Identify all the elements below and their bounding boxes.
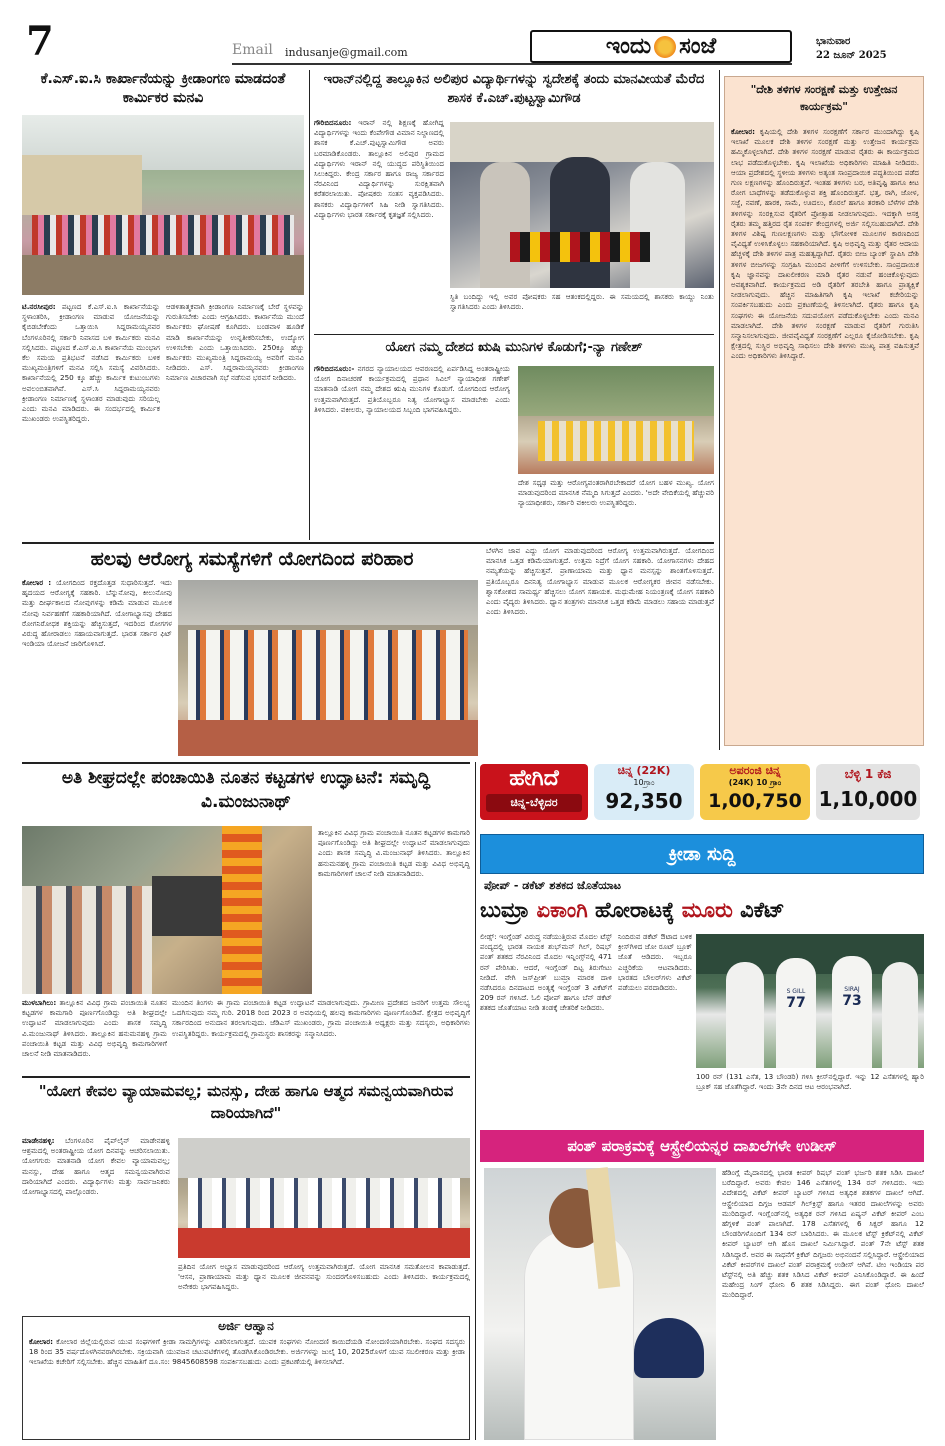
article-body-col1	[22, 998, 167, 1070]
photo-ceiling	[450, 122, 714, 162]
article-body-col1	[314, 118, 444, 328]
article-headline: "ಯೋಗ ಕೇವಲ ವ್ಯಾಯಾಮವಲ್ಲ; ಮನಸ್ಸು, ದೇಹ ಹಾಗೂ ಆತ್ಮದ ಸಮನ್ವಯವಾಗಿರುವ ದಾರಿಯಾಗಿದೆ"	[38, 1082, 454, 1122]
jersey-name: S GILL	[786, 988, 806, 995]
body-text: ನಿಂದಿರುವ ಡಕೆಟ್ ಔಟಾದ ಬಳಿಕ ಕ್ರೀಸ್‌ಗಿಳಿದ ಜೋ ರೂಟ್ ಬ್ರೂಕ್ ಜೊತೆ ಆಡಿದರು. ಇಬ್ಬರೂ ಎಚ್ಚರಿಕೆಯ ಆಟವಾಡಿದರು. ಭಾರತದ ಬೌಲರ್‌ಗಳು ವಿಕೆಟ್ ಪಡೆಯಲು ಪರದಾಡಿದರು.	[618, 932, 692, 993]
article-bumrah	[480, 878, 924, 1122]
body-text: ಕೃಷಿಯಲ್ಲಿ ದೇಶಿ ತಳಿಗಳ ಸಂರಕ್ಷಣೆಗೆ ಸರ್ಕಾರ ಮುಂದಾಗಿದ್ದು ಕೃಷಿ ಇಲಾಖೆ ಮೂಲಕ ದೇಶಿ ತಳಿಗಳ ಸಂರಕ್ಷಣೆ ಮತ್ತು ಉತ್ತೇಜನ ಕಾರ್ಯಕ್ರಮ ಹಮ್ಮಿಕೊಳ್ಳಲಾಗಿದೆ. ದೇಶಿ ತಳಿಗಳ ಸಂರಕ್ಷಣೆ ಮಾಡುವ ರೈತರು ಈ ಕಾರ್ಯಕ್ರಮದ ಲಾಭ ಪಡೆದುಕೊಳ್ಳಬೇಕು. ಕೃಷಿ ಇಲಾಖೆಯ ಅಧಿಕಾರಿಗಳು ಮಾಹಿತಿ ನೀಡಿದರು. ಆಯಾ ಪ್ರದೇಶದಲ್ಲಿ ಸ್ಥಳೀಯ ತಳಿಗಳು ಅತ್ಯಂತ ಸಾಂಪ್ರದಾಯಿಕ ಪದ್ಧತಿಯಿಂದ ಪಡೆದ ಗುಣ ಲಕ್ಷಣಗಳನ್ನು ಹೊಂದಿರುತ್ತವೆ. ಇಂತಹ ತಳಿಗಳು ಬರ, ಅತಿವೃಷ್ಟಿ ಹಾಗೂ ಕೀಟ ರೋಗ ಬಾಧೆಗಳನ್ನು ತಡೆದುಕೊಳ್ಳುವ ಶಕ್ತಿ ಹೊಂದಿರುತ್ತವೆ. ಭತ್ತ, ರಾಗಿ, ಜೋಳ, ಸಜ್ಜೆ, ನವಣೆ, ಹಾರಕ, ಸಾಮೆ, ಊದಲು, ಕೊರಲೆ ಹಾಗೂ ತರಕಾರಿ ಬೆಳೆಗಳ ದೇಶಿ ತಳಿಗಳನ್ನು ಸಂರಕ್ಷಿಸುವ ರೈತರಿಗೆ ಪ್ರೋತ್ಸಾಹ ನೀಡಲಾಗುವುದು. ಇದಕ್ಕಾಗಿ ಆಸಕ್ತ ರೈತರು ತಮ್ಮ ಹತ್ತಿರದ ರೈತ ಸಂಪರ್ಕ ಕೇಂದ್ರಗಳಲ್ಲಿ ಅರ್ಜಿ ಸಲ್ಲಿಸಬಹುದಾಗಿದೆ. ದೇಶಿ ತಳಿಗಳ ವಿಶಿಷ್ಟ ಗುಣಲಕ್ಷಣಗಳು ಮತ್ತು ಭೌಗೋಳಿಕ ಮೂಲಗಳ ಕಾರಣದಿಂದ ವೈವಿಧ್ಯತೆ ಉಳಿಸಿಕೊಳ್ಳಲು ಸಹಕಾರಿಯಾಗಿದೆ. ಕೃಷಿ ಅಭಿವೃದ್ಧಿ ಮತ್ತು ರೈತರ ಆದಾಯ ಹೆಚ್ಚಳಕ್ಕೆ ದೇಶಿ ತಳಿಗಳ ಪಾತ್ರ ಮಹತ್ವದ್ದಾಗಿದೆ. ರೈತರು ಬೀಜ ಬ್ಯಾಂಕ್ ಸ್ಥಾಪಿಸಿ ದೇಶಿ ತಳಿಗಳ ಬೀಜಗಳನ್ನು ಸಂಗ್ರಹಿಸಿ ಮುಂದಿನ ಪೀಳಿಗೆಗೆ ಉಳಿಸಬೇಕು. ಸಾಂಪ್ರದಾಯಿಕ ಕೃಷಿ ಜ್ಞಾನವನ್ನು ದಾಖಲೀಕರಣ ಮಾಡಿ ರೈತರ ನಡುವೆ ಹಂಚಿಕೊಳ್ಳುವುದು ಅವಶ್ಯಕವಾಗಿದೆ. ಕಾರ್ಯಕ್ರಮದ ಅಡಿ ರೈತರಿಗೆ ತರಬೇತಿ ಹಾಗೂ ಪ್ರಾತ್ಯಕ್ಷಿಕೆ ನೀಡಲಾಗುವುದು. ಹೆಚ್ಚಿನ ಮಾಹಿತಿಗಾಗಿ ಕೃಷಿ ಇಲಾಖೆ ಕಚೇರಿಯನ್ನು ಸಂಪರ್ಕಿಸಬಹುದು ಎಂದು ಪ್ರಕಟಣೆಯಲ್ಲಿ ತಿಳಿಸಲಾಗಿದೆ. ರೈತರು ಹಾಗೂ ಕೃಷಿ ಸಂಘಗಳು ಈ ಯೋಜನೆಯ ಸದುಪಯೋಗ ಪಡೆದುಕೊಳ್ಳಬೇಕು ಎಂದು ಮನವಿ ಮಾಡಲಾಗಿದೆ. ದೇಶಿ ತಳಿಗಳ ಸಂರಕ್ಷಣೆ ಮಾಡುವ ರೈತರಿಗೆ ಗುರುತಿಸಿ ಸನ್ಮಾನಿಸಲಾಗುವುದು. ಜೀವವೈವಿಧ್ಯತೆ ಸಂರಕ್ಷಣೆಗೆ ಎಲ್ಲರೂ ಕೈಜೋಡಿಸಬೇಕು. ಕೃಷಿ ಕ್ಷೇತ್ರದಲ್ಲಿ ಸುಸ್ಥಿರ ಅಭಿವೃದ್ಧಿ ಸಾಧಿಸಲು ದೇಶಿ ತಳಿಗಳು ಮುಖ್ಯ ಪಾತ್ರ ವಹಿಸುತ್ತವೆ ಎಂದು ಅಧಿಕಾರಿಗಳು ತಿಳಿಸಿದ್ದಾರೆ.	[731, 127, 919, 361]
photo-participants	[188, 1178, 460, 1228]
article-body-col1	[22, 1136, 170, 1312]
photo-participants	[188, 630, 468, 720]
body-text: ಹೆಡಿಂಗ್ಲೆ ಮೈದಾನದಲ್ಲಿ ಭಾರತ ಕೀಪರ್ ರಿಷಭ್ ಪಂತ್ ಭರ್ಜರಿ ಶತಕ ಸಿಡಿಸಿ ದಾಖಲೆ ಬರೆದಿದ್ದಾರೆ. ಅವರು ಕೇವಲ 146 ಎಸೆತಗಳಲ್ಲಿ 134 ರನ್ ಗಳಿಸಿದರು. ಇದು ವಿದೇಶದಲ್ಲಿ ವಿಕೆಟ್ ಕೀಪರ್ ಬ್ಯಾಟರ್ ಗಳಿಸಿದ ಅತ್ಯಧಿಕ ಶತಕಗಳ ದಾಖಲೆ ಆಗಿದೆ. ಆಸ್ಟ್ರೇಲಿಯಾದ ದಿಗ್ಗಜ ಆಡಮ್ ಗಿಲ್‌ಕ್ರಿಸ್ಟ್ ಹಾಗೂ ಇತರರ ದಾಖಲೆಗಳನ್ನು ಅವರು ಮುರಿದಿದ್ದಾರೆ. ಇಂಗ್ಲೆಂಡ್‌ನಲ್ಲಿ ಅತ್ಯಧಿಕ ರನ್ ಗಳಿಸಿದ ಏಷ್ಯನ್ ವಿಕೆಟ್ ಕೀಪರ್ ಎಂಬ ಹೆಗ್ಗಳಿಕೆ ಪಂತ್ ಪಾಲಾಗಿದೆ. 178 ಎಸೆತಗಳಲ್ಲಿ 6 ಸಿಕ್ಸರ್ ಹಾಗೂ 12 ಬೌಂಡರಿಗಳೊಂದಿಗೆ 134 ರನ್ ಬಾರಿಸಿದರು. ಈ ಮೂಲಕ ಟೆಸ್ಟ್ ಕ್ರಿಕೆಟ್‌ನಲ್ಲಿ ವಿಕೆಟ್ ಕೀಪರ್ ಬ್ಯಾಟರ್ ಆಗಿ ಹೊಸ ದಾಖಲೆ ನಿರ್ಮಿಸಿದ್ದಾರೆ. ಪಂತ್ 7ನೇ ಟೆಸ್ಟ್ ಶತಕ ಸಿಡಿಸಿದ್ದಾರೆ. ಅವರ ಈ ಸಾಧನೆಗೆ ಕ್ರಿಕೆಟ್ ದಿಗ್ಗಜರು ಅಭಿನಂದನೆ ಸಲ್ಲಿಸಿದ್ದಾರೆ. ಆಸ್ಟ್ರೇಲಿಯಾದ ವಿಕೆಟ್ ಕೀಪರ್‌ಗಳ ದಾಖಲೆ ಪಂತ್ ಪರಾಕ್ರಮಕ್ಕೆ ಉಡೀಸ್ ಆಗಿವೆ. ಟೀಂ ಇಂಡಿಯಾ ಪರ ಟೆಸ್ಟ್‌ನಲ್ಲಿ ಅತಿ ಹೆಚ್ಚು ಶತಕ ಸಿಡಿಸಿದ ವಿಕೆಟ್ ಕೀಪರ್ ಎನಿಸಿಕೊಂಡಿದ್ದಾರೆ. ಈ ಹಿಂದೆ ಮಹೇಂದ್ರ ಸಿಂಗ್ ಧೋನಿ 6 ಶತಕ ಸಿಡಿಸಿದ್ದರು. ಈಗ ಪಂತ್ ಧೋನಿ ದಾಖಲೆ ಮುರಿದಿದ್ದಾರೆ.	[722, 1168, 924, 1300]
body-text: ಕೋಲಾರ ಜಿಲ್ಲೆಯಲ್ಲಿರುವ ಯುವ ಸಂಘಗಳಿಗೆ ಕ್ರೀಡಾ ಸಾಮಗ್ರಿಗಳನ್ನು ವಿತರಿಸಲಾಗುತ್ತದೆ. ಯುವಕ ಸಂಘಗಳು ನೋಂದಣಿ ಕಾಯಿದೆಯಡಿ ನೋಂದಣಿಯಾಗಿರಬೇಕು. ಸಂಘದ ಸದಸ್ಯರು 18 ರಿಂದ 35 ವರ್ಷದೊಳಗಿನವರಾಗಿರಬೇಕು. ಸಕ್ರಿಯವಾಗಿ ಯುವಜನ ಚಟುವಟಿಕೆಗಳಲ್ಲಿ ತೊಡಗಿಸಿಕೊಂಡಿರಬೇಕು. ಅರ್ಜಿಗಳನ್ನು ಜುಲೈ 10, 2025ರೊಳಗೆ ಯುವ ಸಬಲೀಕರಣ ಮತ್ತು ಕ್ರೀಡಾ ಇಲಾಖೆಯ ಕಚೇರಿಗೆ ಸಲ್ಲಿಸಬೇಕು. ಹೆಚ್ಚಿನ ಮಾಹಿತಿಗೆ ದೂ.ಸಂ: 9845608598 ಸಂಪರ್ಕಿಸಬಹುದು ಎಂದು ಪ್ರಕಟಣೆಯಲ್ಲಿ ತಿಳಿಸಲಾಗಿದೆ.	[29, 1337, 465, 1367]
dateline: ಕೋಲಾರ:	[731, 127, 756, 136]
pant-body	[722, 1168, 924, 1440]
photo-people	[22, 886, 152, 994]
body-text: ತಾಲ್ಲೂಕಿನ ವಿವಿಧ ಗ್ರಾಮ ಪಂಚಾಯಿತಿ ನೂತನ ಕಟ್ಟಡಗಳ ಕಾಮಗಾರಿ ಪೂರ್ಣಗೊಂಡಿದ್ದು ಅತಿ ಶೀಘ್ರದಲ್ಲೇ ಉದ್ಘಾಟನೆ ಮಾಡಲಾಗುವುದು ಎಂದು ಶಾಸಕ ಸಮೃದ್ಧಿ ವಿ.ಮಂಜುನಾಥ್ ತಿಳಿಸಿದರು. ತಾಲ್ಲೂಕಿನ ಹನುಮನಹಳ್ಳಿ ಗ್ರಾಮ ಪಂಚಾಯಿತಿ ಕಟ್ಟಡ ಮತ್ತು ವಿವಿಧ ಅಭಿವೃದ್ಧಿ ಕಾಮಗಾರಿಗಳಿಗೆ ಚಾಲನೆ ನೀಡಿ ಮಾತನಾಡಿದರು.	[22, 998, 167, 1059]
pant-headline-bar	[480, 1130, 924, 1162]
jersey-name: SIRAJ	[844, 986, 860, 993]
photo-player	[882, 962, 918, 1068]
gold-brand-bottom: ಚಿನ್ನ-ಬೆಳ್ಳಿದರ	[486, 794, 582, 812]
article-yoga-mind	[22, 1080, 470, 1312]
article-headline: ಇರಾನ್‌ನಲ್ಲಿದ್ದ ತಾಲ್ಲೂಕಿನ ಅಲಿಪುರ ವಿದ್ಯಾರ್ಥಿಗಳನ್ನು ಸ್ವದೇಶಕ್ಕೆ ತಂದು ಮಾನವೀಯತೆ ಮೆರೆದ ಶಾಸಕ ಕೆ.ಎಚ್.ಪುಟ್ಟಸ್ವಾಮಿಗೌಡ	[323, 72, 705, 106]
article-headline	[480, 894, 924, 926]
sun-icon	[654, 36, 676, 58]
dateline: ಮುಳಬಾಗಿಲು:	[22, 998, 57, 1007]
headline-part: ಹೋರಾಟಕ್ಕೆ	[595, 898, 682, 922]
gold-brand	[480, 764, 588, 820]
body-text: ಇರಾನ್ ನಲ್ಲಿ ಶಿಕ್ಷಣಕ್ಕೆ ಹೋಗಿದ್ದ ವಿದ್ಯಾರ್ಥಿಗಳನ್ನು ಇಂದು ಕೆಂಪೇಗೌಡ ವಿಮಾನ ನಿಲ್ದಾಣದಲ್ಲಿ ಶಾಸಕ ಕೆ.ಎಚ್.ಪುಟ್ಟಸ್ವಾಮಿಗೌಡ ಅವರು ಬರಮಾಡಿಕೊಂಡರು. ತಾಲ್ಲೂಕಿನ ಅಲಿಪುರ ಗ್ರಾಮದ ವಿದ್ಯಾರ್ಥಿಗಳು ಇರಾನ್ ನಲ್ಲಿ ಯುದ್ಧದ ಪರಿಸ್ಥಿತಿಯಿಂದ ಸಿಲುಕಿದ್ದರು. ಕೇಂದ್ರ ಸರ್ಕಾರ ಹಾಗೂ ರಾಜ್ಯ ಸರ್ಕಾರದ ನೆರವಿನಿಂದ ವಿದ್ಯಾರ್ಥಿಗಳನ್ನು ಸುರಕ್ಷಿತವಾಗಿ ಕರೆತರಲಾಯಿತು. ಪೋಷಕರು ಸಂತಸ ವ್ಯಕ್ತಪಡಿಸಿದರು. ಶಾಸಕರು ವಿದ್ಯಾರ್ಥಿಗಳಿಗೆ ಸಿಹಿ ನೀಡಿ ಸ್ವಾಗತಿಸಿದರು. ವಿದ್ಯಾರ್ಥಿಗಳು ಭಾರತ ಸರ್ಕಾರಕ್ಕೆ ಕೃತಜ್ಞತೆ ಸಲ್ಲಿಸಿದರು.	[314, 118, 444, 219]
photo-crowd	[32, 215, 294, 255]
photo-plaque	[152, 876, 222, 936]
article-photo	[22, 826, 312, 994]
body-text: ಸ್ಥಿತಿ ಬಂದಿದ್ದು ಇಲ್ಲಿ ಅವರ ಪೋಷಕರು ಸಹ ಆತಂಕದಲ್ಲಿದ್ದರು. ಈ ಸಮಯದಲ್ಲಿ ಶಾಸಕರು ಕಾಯ್ದು ನಿಂತು ಸ್ವಾಗತಿಸಿದರು ಎಂದು ತಿಳಿಸಿದರು.	[450, 292, 714, 312]
jersey-number: 73	[842, 993, 862, 1009]
article-body-col1	[22, 578, 172, 756]
photo-ground	[22, 255, 304, 295]
body-text: ಬೆಳಗಿನ ಜಾವ ಎದ್ದು ಯೋಗ ಮಾಡುವುದರಿಂದ ಆರೋಗ್ಯ ಉತ್ತಮವಾಗಿರುತ್ತದೆ. ಯೋಗದಿಂದ ಮಾನಸಿಕ ಒತ್ತಡ ಕಡಿಮೆಯಾಗುತ್ತದೆ. ಉತ್ತಮ ನಿದ್ರೆಗೆ ಯೋಗ ಸಹಕಾರಿ. ಯೋಗಾಸನಗಳು ದೇಹದ ನಮ್ಯತೆಯನ್ನು ಹೆಚ್ಚಿಸುತ್ತವೆ. ಪ್ರಾಣಾಯಾಮ ಮತ್ತು ಧ್ಯಾನ ಮನಸ್ಸನ್ನು ಶಾಂತಗೊಳಿಸುತ್ತದೆ. ಪ್ರತಿಯೊಬ್ಬರೂ ದಿನನಿತ್ಯ ಯೋಗಾಭ್ಯಾಸ ಮಾಡುವ ಮೂಲಕ ಆರೋಗ್ಯಕರ ಜೀವನ ನಡೆಸಬೇಕು. ಶ್ವಾಸಕೋಶದ ಸಾಮರ್ಥ್ಯ ಹೆಚ್ಚಿಸಲು ಯೋಗ ಸಹಾಯಕ. ಮಧುಮೇಹ ನಿಯಂತ್ರಣಕ್ಕೆ ಯೋಗ ಸಹಕಾರಿ ಎಂದು ವೈದ್ಯರು ತಿಳಿಸಿದರು. ಧ್ಯಾನ ತಂತ್ರಗಳು ಮಾನಸಿಕ ಒತ್ತಡ ಕಡಿಮೆ ಮಾಡಲು ಸಹಾಯ ಮಾಡುತ್ತವೆ ಎಂದು ತಿಳಿಸಿದರು.	[486, 546, 714, 617]
article-headline: ಅತಿ ಶೀಘ್ರದಲ್ಲೇ ಪಂಚಾಯಿತಿ ನೂತನ ಕಟ್ಟಡಗಳ ಉದ್ಘಾಟನೆ: ಸಮೃದ್ಧಿ ವಿ.ಮಂಜುನಾಥ್	[61, 768, 431, 812]
body-text: 100 ರನ್ (131 ಎಸೆತ, 13 ಬೌಂಡರಿ) ಗಳಿಸಿ ಕ್ರೀಸ್‌ನಲ್ಲಿದ್ದಾರೆ. ಇನ್ನು 12 ಎಸೆತಗಳಲ್ಲಿ ಹ್ಯಾರಿ ಬ್ರೂಕ್ ಸಹ ಜೊತೆಗಿದ್ದಾರೆ. ಇಂದು 3ನೇ ದಿನದ ಆಟ ಆರಂಭವಾಗಿದೆ.	[696, 1072, 924, 1092]
photo-helmet	[634, 1318, 704, 1378]
article-body-col1	[480, 932, 612, 1118]
article-body-col2	[518, 478, 714, 534]
photo-microphones	[510, 232, 650, 262]
section-rule	[22, 542, 714, 544]
article-headline: ಅರ್ಜಿ ಆಹ್ವಾನ	[218, 1319, 274, 1333]
dateline: ಟಿ.ನರಸೀಪುರ:	[22, 302, 56, 311]
silver-label: ಬೆಳ್ಳಿ 1 ಕೆಜಿ	[844, 767, 892, 781]
masthead-right: ಸಂಜೆ	[679, 34, 717, 59]
page-number: 7	[26, 18, 54, 65]
photo-hall-roof	[178, 580, 478, 625]
body-text: ತಾಲ್ಲೂಕಿನ ವಿವಿಧ ಗ್ರಾಮ ಪಂಚಾಯಿತಿ ನೂತನ ಕಟ್ಟಡಗಳ ಕಾಮಗಾರಿ ಪೂರ್ಣಗೊಂಡಿದ್ದು ಅತಿ ಶೀಘ್ರದಲ್ಲೇ ಉದ್ಘಾಟನೆ ಮಾಡಲಾಗುವುದು ಎಂದು ಶಾಸಕ ಸಮೃದ್ಧಿ ವಿ.ಮಂಜುನಾಥ್ ತಿಳಿಸಿದರು. ತಾಲ್ಲೂಕಿನ ಹನುಮನಹಳ್ಳಿ ಗ್ರಾಮ ಪಂಚಾಯಿತಿ ಕಟ್ಟಡ ಮತ್ತು ವಿವಿಧ ಅಭಿವೃದ್ಧಿ ಕಾಮಗಾರಿಗಳಿಗೆ ಚಾಲನೆ ನೀಡಿ ಮಾತನಾಡಿದರು.	[318, 828, 470, 878]
article-headline: "ದೇಶಿ ತಳಿಗಳ ಸಂರಕ್ಷಣೆ ಮತ್ತು ಉತ್ತೇಜನ ಕಾರ್ಯಕ್ರಮ"	[750, 83, 898, 113]
photo-wall	[178, 1138, 470, 1178]
article-body	[731, 127, 919, 739]
article-body-col1	[314, 364, 510, 534]
gold-rates	[480, 762, 924, 824]
photo-floor	[178, 720, 478, 756]
gold22-value: 92,350	[605, 789, 683, 813]
header-rule	[232, 63, 792, 65]
jersey-number: 77	[786, 995, 806, 1011]
photo-player	[832, 956, 872, 1068]
photo-building	[22, 155, 142, 215]
headline-part: ಏಕಾಂಗಿ	[536, 898, 596, 922]
body-text: ಎಸ್. ಸಿದ್ದರಾಮಯ್ಯನವರು ಕ್ರೀಡಾಂಗಣ ನಿರ್ಮಾಣ ವಿಚಾರವಾಗಿ ಸಭೆ ನಡೆಸುವ ಭರವಸೆ ನೀಡಿದರು.	[166, 363, 304, 383]
gold22-unit: 10ಗ್ರಾಂ	[633, 778, 655, 787]
pant-photo	[484, 1168, 716, 1440]
headline-part: ವಿಕೆಟ್	[740, 898, 785, 922]
article-headline: ಪಂತ್ ಪರಾಕ್ರಮಕ್ಕೆ ಆಸ್ಟ್ರೇಲಿಯನ್ನರ ದಾಖಲೆಗಳೇ ಉಡೀಸ್	[567, 1137, 837, 1155]
section-rule	[314, 334, 714, 335]
section-rule	[22, 1076, 470, 1078]
article-photo	[450, 122, 714, 288]
section-rule	[22, 762, 470, 764]
column-rule	[475, 762, 476, 1440]
gold22-label: ಚಿನ್ನ (22K)	[617, 764, 671, 777]
article-yoga-rishi	[314, 338, 714, 538]
article-photo	[178, 1138, 470, 1258]
article-body-col3	[696, 1072, 924, 1118]
article-yoga-health	[22, 546, 714, 758]
email-label: Email	[232, 42, 273, 58]
photo-player	[726, 962, 764, 1068]
sports-banner-label: ಕ್ರೀಡಾ ಸುದ್ದಿ	[668, 843, 736, 865]
body-text: ಲೀಡ್ಸ್: ಇಂಗ್ಲೆಂಡ್ ವಿರುದ್ಧ ನಡೆಯುತ್ತಿರುವ ಮೊದಲ ಟೆಸ್ಟ್ ಪಂದ್ಯದಲ್ಲಿ ಭಾರತ ನಾಯಕ ಶುಭ್‌ಮನ್ ಗಿಲ್, ರಿಷಭ್ ಪಂತ್ ಶತಕದ ನೆರವಿನಿಂದ ಮೊದಲ ಇನ್ನಿಂಗ್ಸ್‌ನಲ್ಲಿ 471 ರನ್ ಪೇರಿಸಿತು. ಆದರೆ, ಇಂಗ್ಲೆಂಡ್ ದಿಟ್ಟ ತಿರುಗೇಟು ನೀಡಿದೆ. ವೇಗಿ ಜಸ್‌ಪ್ರೀತ್ ಬುಮ್ರಾ ಮಾರಕ ದಾಳಿ ನಡೆಸಿದರೂ ದಿನದಾಟದ ಅಂತ್ಯಕ್ಕೆ ಇಂಗ್ಲೆಂಡ್ 3 ವಿಕೆಟ್‌ಗೆ 209 ರನ್ ಗಳಿಸಿದೆ. ಓಲಿ ಪೋಪ್ ಹಾಗೂ ಬೆನ್ ಡಕೆಟ್ ಶತಕದ ಜೊತೆಯಾಟ ನೀಡಿ ತಂಡಕ್ಕೆ ಚೇತರಿಕೆ ನೀಡಿದರು.	[480, 932, 612, 1013]
photo-trees	[518, 366, 714, 416]
dateline: ಕೋಲಾರ :	[22, 578, 52, 587]
silver-value: 1,10,000	[818, 787, 918, 811]
silver-box	[816, 764, 920, 820]
article-body	[29, 1337, 465, 1437]
gold22-box	[594, 764, 694, 820]
body-text: ಪ್ರತಿದಿನ ಯೋಗ ಅಭ್ಯಾಸ ಮಾಡುವುದರಿಂದ ಆರೋಗ್ಯ ಉತ್ತಮವಾಗಿರುತ್ತದೆ. ಯೋಗ ಮಾನಸಿಕ ಸಮತೋಲನ ಕಾಪಾಡುತ್ತದೆ. 'ಆಸನ, ಪ್ರಾಣಾಯಾಮ ಮತ್ತು ಧ್ಯಾನ ಮೂಲಕ ಜೀವನವನ್ನು ಸುಂದರಗೊಳಿಸಬಹುದು ಎಂದು ತಿಳಿಸಿದರು. ಕಾರ್ಯಕ್ರಮದಲ್ಲಿ ಅನೇಕರು ಭಾಗವಹಿಸಿದ್ದರು.	[178, 1262, 470, 1292]
masthead-left: ಇಂದು	[605, 34, 652, 59]
body-text: ಬೆಂಗಳೂರಿನ ಪೈಪ್‌ಲೈನ್ ಮಾಡೇನಹಳ್ಳಿ ಆಶ್ರಮದಲ್ಲಿ ಅಂತರಾಷ್ಟ್ರೀಯ ಯೋಗ ದಿನವನ್ನು ಆಚರಿಸಲಾಯಿತು. ಯೋಗಗುರು ಮಾತನಾಡಿ ಯೋಗ ಕೇವಲ ವ್ಯಾಯಾಮವಲ್ಲ; ಮನಸ್ಸು, ದೇಹ ಹಾಗೂ ಆತ್ಮದ ಸಮನ್ವಯವಾಗಿರುವ ದಾರಿಯಾಗಿದೆ ಎಂದರು. ವಿದ್ಯಾರ್ಥಿಗಳು ಮತ್ತು ಸಾರ್ವಜನಿಕರು ಯೋಗಾಭ್ಯಾಸದಲ್ಲಿ ಪಾಲ್ಗೊಂಡರು.	[22, 1136, 170, 1197]
gold24-box	[700, 764, 810, 820]
date-label: 22 ಜೂನ್ 2025	[816, 50, 887, 61]
article-body-col2	[166, 302, 304, 532]
body-text: ಯೋಗದಿಂದ ರಕ್ತದೊತ್ತಡ ಸುಧಾರಿಸುತ್ತದೆ. ಇದು ಹೃದಯದ ಆರೋಗ್ಯಕ್ಕೆ ಸಹಕಾರಿ. ಬೆನ್ನುನೋವು, ಕೀಲುನೋವು ಮತ್ತು ದೀರ್ಘಕಾಲದ ನೋವುಗಳನ್ನು ಕಡಿಮೆ ಮಾಡುವ ಮೂಲಕ ನೋವು ನಿರ್ವಹಣೆಗೆ ಸಹಕಾರಿಯಾಗಿದೆ. ಯೋಗಾಭ್ಯಾಸವು ದೇಹದ ರೋಗನಿರೋಧಕ ಶಕ್ತಿಯನ್ನು ಹೆಚ್ಚಿಸುತ್ತದೆ, ಇದರಿಂದ ರೋಗಗಳ ವಿರುದ್ಧ ಹೋರಾಡಲು ಸಹಾಯವಾಗುತ್ತದೆ. ಭಾರತ ಸರ್ಕಾರ ಫಿಟ್ ಇಂಡಿಯಾ ಯೋಜನೆ ಜಾರಿಗೊಳಿಸಿದೆ.	[22, 578, 172, 649]
article-sanskriti	[724, 76, 924, 746]
dateline: ಗೌರಿಬಿದನೂರು:-	[314, 364, 355, 373]
article-photo	[178, 580, 478, 756]
article-kicker: ಪೋಪ್ - ಡಕೆಟ್ ಶತಕದ ಜೊತೆಯಾಟ	[484, 879, 621, 892]
body-text: ನಗರದ ನ್ಯಾಯಾಲಯದ ಆವರಣದಲ್ಲಿ ಏರ್ಪಡಿಸಿದ್ದ ಅಂತರಾಷ್ಟ್ರೀಯ ಯೋಗ ದಿನಾಚರಣೆ ಕಾರ್ಯಕ್ರಮದಲ್ಲಿ ಪ್ರಧಾನ ಸಿವಿಲ್ ನ್ಯಾಯಾಧೀಶ ಗಣೇಶ್ ಮಾತನಾಡಿ ಯೋಗ ನಮ್ಮ ದೇಶದ ಋಷಿ ಮುನಿಗಳ ಕೊಡುಗೆ. ಯೋಗದಿಂದ ಆರೋಗ್ಯ ಉತ್ತಮವಾಗಿರುತ್ತದೆ. ಪ್ರತಿಯೊಬ್ಬರೂ ನಿತ್ಯ ಯೋಗಾಭ್ಯಾಸ ಮಾಡಬೇಕು ಎಂದು ತಿಳಿಸಿದರು. ವಕೀಲರು, ನ್ಯಾಯಾಲಯದ ಸಿಬ್ಬಂದಿ ಭಾಗವಹಿಸಿದ್ದರು.	[314, 364, 510, 414]
dateline: ಕೋಲಾರ:	[29, 1337, 54, 1346]
article-body-col2	[450, 292, 714, 332]
article-body-col3	[318, 828, 470, 994]
photo-person	[630, 162, 685, 288]
article-body-col2	[172, 998, 470, 1070]
article-photo	[22, 115, 304, 295]
column-rule	[309, 70, 310, 540]
photo-player	[776, 958, 816, 1068]
article-ksic	[22, 70, 304, 530]
article-body-col1	[22, 302, 160, 532]
article-headline: ಹಲವು ಆರೋಗ್ಯ ಸಮಸ್ಯೆಗಳಿಗೆ ಯೋಗದಿಂದ ಪರಿಹಾರ	[90, 548, 414, 570]
article-body-col2	[486, 546, 714, 756]
dateline: ಗೌರಿಬಿದನೂರು:	[314, 118, 352, 127]
headline-part: ಬುಮ್ರಾ	[480, 898, 537, 922]
article-panchayat	[22, 766, 470, 1072]
headline-part: ಮೂರು	[681, 898, 741, 922]
article-headline: ಕೆ.ಎಸ್.ಐ.ಸಿ ಕಾರ್ಖಾನೆಯನ್ನು ಕ್ರೀಡಾಂಗಣ ಮಾಡದಂತೆ ಕಾರ್ಮಿಕರ ಮನವಿ	[40, 71, 286, 106]
article-body-col2	[618, 932, 692, 1070]
masthead	[530, 30, 792, 63]
body-text: ಪಟ್ಟಣದ ಕೆ.ಎಸ್.ಐ.ಸಿ ಕಾರ್ಖಾನೆಯನ್ನು ಸ್ಥಳಾಂತರಿಸಿ, ಕ್ರೀಡಾಂಗಣ ಮಾಡುವ ಯೋಜನೆಯನ್ನು ಕೈಬಿಡಬೇಕೆಂದು ಒತ್ತಾಯಿಸಿ ಸಿದ್ದರಾಮಯ್ಯನವರ ಬೆಂಗಳೂರಿನಲ್ಲಿ ಸರ್ಕಾರಿ ನಿವಾಸದ ಬಳಿ ಕಾರ್ಮಿಕರು ಮನವಿ ಸಲ್ಲಿಸಿದರು. ಪಟ್ಟಣದ ಕೆ.ಎಸ್.ಐ.ಸಿ ಕಾರ್ಖಾನೆಯ ಮುಂಭಾಗ ಕೆಲ ಸಮಯ ಪ್ರತಿಭಟನೆ ನಡೆಸಿದ ಕಾರ್ಮಿಕರು ಬಳಿಕ ಮುಖ್ಯಮಂತ್ರಿಗಳಿಗೆ ಮನವಿ ಸಲ್ಲಿಸಿ ಸಮಸ್ಯೆ ವಿವರಿಸಿದರು. ಕಾರ್ಖಾನೆಯಲ್ಲಿ 250 ಕ್ಕೂ ಹೆಚ್ಚು ಕಾರ್ಮಿಕ ಕುಟುಂಬಗಳು ಅವಲಂಬಿತವಾಗಿವೆ. ಎಸ್.ಸಿ ಸಿದ್ದರಾಮಯ್ಯನವರು ಕ್ರೀಡಾಂಗಣ ನಿರ್ಮಾಣಕ್ಕೆ ಸ್ಥಳಾಂತರ ಮಾಡುವುದು ಸರಿಯಲ್ಲ ಎಂದು ಮನವಿ ಮಾಡಿದರು. ಈ ಸಂದರ್ಭದಲ್ಲಿ ಕಾರ್ಮಿಕ ಮುಖಂಡರು ಉಪಸ್ಥಿತರಿದ್ದರು.	[22, 302, 160, 424]
photo-participants	[538, 421, 694, 461]
gold24-label: ಅಪರಂಜಿ ಚಿನ್ನ	[729, 764, 781, 777]
photo-person	[480, 162, 530, 288]
article-photo	[696, 934, 924, 1068]
article-body-col2	[178, 1262, 470, 1312]
article-headline: ಯೋಗ ನಮ್ಮ ದೇಶದ ಋಷಿ ಮುನಿಗಳ ಕೊಡುಗೆ;-ನ್ಯಾ ಗಣೇಶ್	[385, 340, 643, 355]
gold-brand-top: ಹೇಗಿದೆ	[509, 766, 559, 791]
body-text: ಮುಂದಿನ ತಿಂಗಳು ಈ ಗ್ರಾಮ ಪಂಚಾಯಿತಿ ಕಟ್ಟಡ ಉದ್ಘಾಟನೆ ಮಾಡಲಾಗುವುದು. ಗ್ರಾಮೀಣ ಪ್ರದೇಶದ ಜನರಿಗೆ ಉತ್ತಮ ಸೌಲಭ್ಯ ಒದಗಿಸುವುದು ನಮ್ಮ ಗುರಿ. 2018 ರಿಂದ 2023 ರ ಅವಧಿಯಲ್ಲಿ ಹಲವು ಕಾಮಗಾರಿಗಳು ಪೂರ್ಣಗೊಂಡಿವೆ. ಕ್ಷೇತ್ರದ ಅಭಿವೃದ್ಧಿಗೆ ಸರ್ಕಾರದಿಂದ ಅನುದಾನ ತರಲಾಗುವುದು. ಜೆಡಿಎಸ್ ಮುಖಂಡರು, ಗ್ರಾಮ ಪಂಚಾಯಿತಿ ಅಧ್ಯಕ್ಷರು ಮತ್ತು ಸದಸ್ಯರು, ಅಧಿಕಾರಿಗಳು ಉಪಸ್ಥಿತರಿದ್ದರು. ಕಾರ್ಯಕ್ರಮದಲ್ಲಿ ಗ್ರಾಮಸ್ಥರು ಶಾಸಕರನ್ನು ಸನ್ಮಾನಿಸಿದರು.	[172, 998, 470, 1038]
gold24-unit: (24K) 10 ಗ್ರಾಂ	[728, 778, 782, 787]
column-rule	[719, 70, 720, 750]
article-photo	[518, 366, 714, 474]
photo-mats	[178, 1228, 470, 1258]
day-label: ಭಾನುವಾರ	[816, 36, 851, 47]
article-application	[22, 1316, 470, 1440]
page-header	[0, 0, 945, 68]
gold24-value: 1,00,750	[708, 790, 802, 812]
photo-person	[550, 157, 610, 288]
dateline: ಮಾಡೇನಹಳ್ಳಿ:	[22, 1136, 55, 1145]
article-iran	[314, 70, 714, 332]
body-text: ದೇಶ ಸಧೃಢ ಮತ್ತು ಆರೋಗ್ಯವಂತರಾಗಿರಬೇಕಾದರೆ ಯೋಗ ಬಹಳ ಮುಖ್ಯ. ಯೋಗ ಮಾಡುವುದರಿಂದ ಮಾನಸಿಕ ನೆಮ್ಮದಿ ಸಿಗುತ್ತದೆ ಎಂದರು. 'ಅದೇ ವೇದಿಕೆಯಲ್ಲಿ ಹೆಚ್ಚುವರಿ ನ್ಯಾಯಾಧೀಶರು, ಸರ್ಕಾರಿ ವಕೀಲರು ಉಪಸ್ಥಿತರಿದ್ದರು.	[518, 478, 714, 508]
email-address[interactable]: indusanje@gmail.com	[285, 46, 408, 59]
sports-banner	[480, 834, 924, 874]
photo-garland	[222, 826, 262, 994]
body-text: ಆಡಳಿತಾತ್ಮಕವಾಗಿ ಕ್ರೀಡಾಂಗಣ ನಿರ್ಮಾಣಕ್ಕೆ ಬೇರೆ ಸ್ಥಳವನ್ನು ಗುರುತಿಸಬೇಕು ಎಂದು ಆಗ್ರಹಿಸಿದರು. ಕಾರ್ಖಾನೆಯ ಮುಂದೆ ಕಾರ್ಮಿಕರು ಘೋಷಣೆ ಕೂಗಿದರು. ಬಂಡವಾಳ ಹೂಡಿಕೆ ಮಾಡಿ ಕಾರ್ಖಾನೆಯನ್ನು ಉನ್ನತೀಕರಿಸಬೇಕು, ಉದ್ಯೋಗ ಉಳಿಸಬೇಕು ಎಂದು ಒತ್ತಾಯಿಸಿದರು. 250ಕ್ಕೂ ಹೆಚ್ಚು ಕಾರ್ಮಿಕರು ಮುಖ್ಯಮಂತ್ರಿ ಸಿದ್ದರಾಮಯ್ಯ ಅವರಿಗೆ ಮನವಿ ನೀಡಿದರು.	[166, 302, 304, 373]
